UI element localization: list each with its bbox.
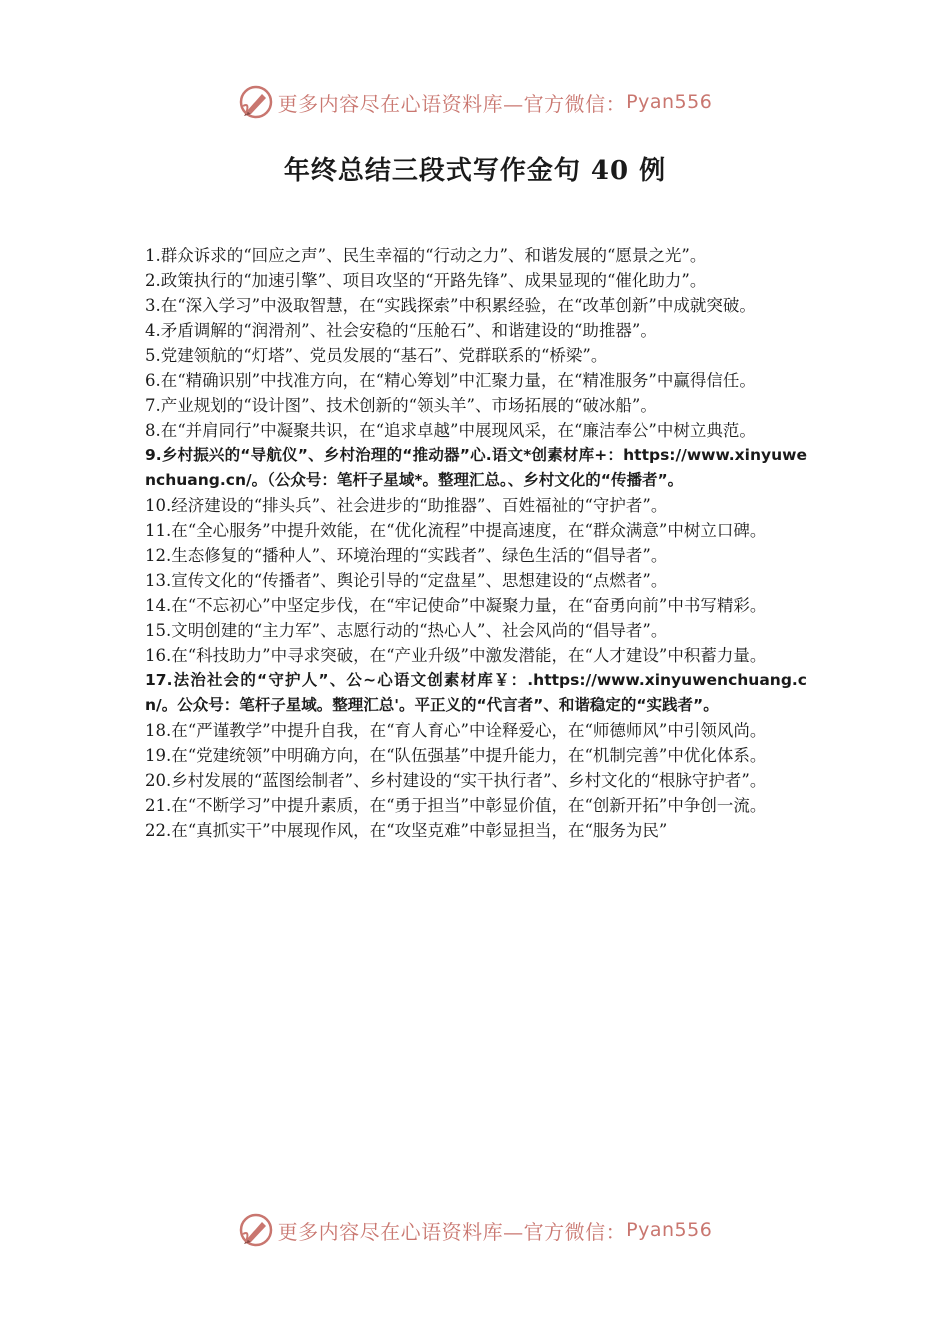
list-item: 3.在“深入学习”中汲取智慧，在“实践探索”中积累经验，在“改革创新”中成就突破。 [145,296,756,315]
list-item: 13.宣传文化的“传播者”、舆论引导的“定盘星”、思想建设的“点燃者”。 [145,571,668,590]
footer-banner [0,1208,950,1252]
list-item: 15.文明创建的“主力军”、志愿行动的“热心人”、社会风尚的“倡导者”。 [145,621,668,640]
list-item: 1.群众诉求的“回应之声”、民生幸福的“行动之力”、和谐发展的“愿景之光”。 [145,246,707,265]
list-item: 19.在“党建统领”中明确方向，在“队伍强基”中提升能力，在“机制完善”中优化体系。 [145,746,767,765]
list-item: 22.在“真抓实干”中展现作风，在“攻坚克难”中彰显担当，在“服务为民” [145,821,668,840]
list-item: 9.乡村振兴的“导航仪”、乡村治理的“推动器”心.语文*创素材库+：https://www.xinyuwenchuang.cn/。（公众号：笔杆子星域*。整理汇总。、乡村文化的“传播者”。 [145,446,807,489]
quote-list [145,243,807,843]
list-item: 7.产业规划的“设计图”、技术创新的“领头羊”、市场拓展的“破冰船”。 [145,396,657,415]
list-item: 16.在“科技助力”中寻求突破，在“产业升级”中激发潜能，在“人才建设”中积蓄力量。 [145,646,767,665]
banner-text: 更多内容尽在心语资料库—官方微信： [277,91,627,116]
pen-logo-icon [238,84,274,120]
list-item: 21.在“不断学习”中提升素质，在“勇于担当”中彰显价值，在“创新开拓”中争创一流。 [145,796,767,815]
list-item: 11.在“全心服务”中提升效能，在“优化流程”中提高速度，在“群众满意”中树立口碑。 [145,521,767,540]
list-item: 8.在“并肩同行”中凝聚共识，在“追求卓越”中展现风采，在“廉洁奉公”中树立典范。 [145,421,756,440]
list-item: 4.矛盾调解的“润滑剂”、社会安稳的“压舱石”、和谐建设的“助推器”。 [145,321,657,340]
page-title: 年终总结三段式写作金句 40 例 [283,156,667,186]
pen-logo-icon [238,1212,274,1248]
header-banner [0,80,950,124]
banner-handle: Pyan556 [626,91,713,113]
list-item: 6.在“精确识别”中找准方向，在“精心筹划”中汇聚力量，在“精准服务”中赢得信任。 [145,371,756,390]
list-item: 10.经济建设的“排头兵”、社会进步的“助推器”、百姓福祉的“守护者”。 [145,496,668,515]
banner-handle: Pyan556 [626,1219,713,1241]
list-item: 20.乡村发展的“蓝图绘制者”、乡村建设的“实干执行者”、乡村文化的“根脉守护者”。 [145,771,767,790]
list-item: 17.法治社会的“守护人”、公~心语文创素材库￥：.https://www.xinyuwenchuang.cn/。公众号：笔杆子星域。整理汇总'。平正义的“代言者”、和谐稳定的“实践者”。 [145,671,807,714]
list-item: 5.党建领航的“灯塔”、党员发展的“基石”、党群联系的“桥梁”。 [145,346,608,365]
list-item: 12.生态修复的“播种人”、环境治理的“实践者”、绿色生活的“倡导者”。 [145,546,668,565]
list-item: 18.在“严谨教学”中提升自我，在“育人育心”中诠释爱心，在“师德师风”中引领风尚。 [145,721,767,740]
list-item: 2.政策执行的“加速引擎”、项目攻坚的“开路先锋”、成果显现的“催化助力”。 [145,271,707,290]
banner-text: 更多内容尽在心语资料库—官方微信： [277,1219,627,1244]
list-item: 14.在“不忘初心”中坚定步伐，在“牢记使命”中凝聚力量，在“奋勇向前”中书写精彩。 [145,596,767,615]
